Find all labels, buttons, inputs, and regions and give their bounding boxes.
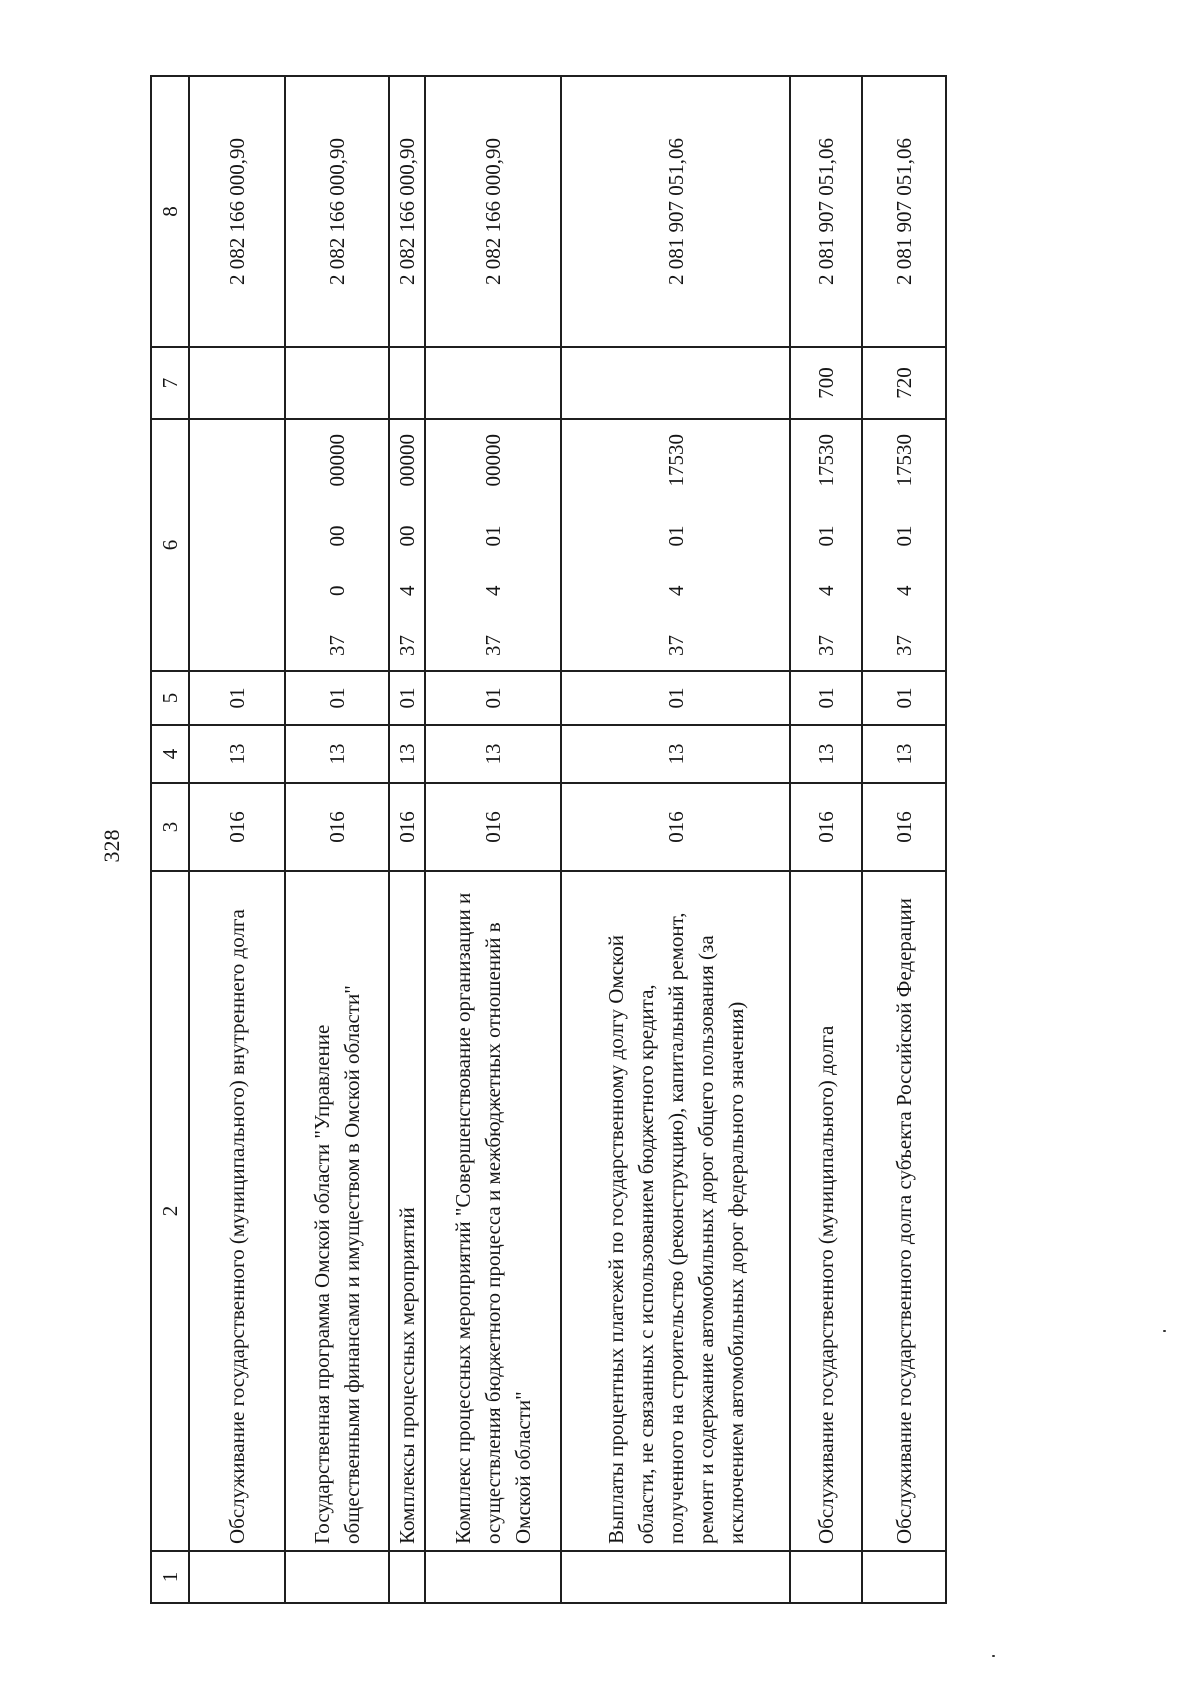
section-code-cell: 13	[285, 725, 389, 783]
subsection-code-cell: 01	[425, 671, 561, 725]
target-article-cell	[285, 419, 389, 671]
code-part: 01	[814, 525, 838, 547]
target-article-cell	[561, 419, 790, 671]
table-body	[151, 76, 946, 1603]
subsection-code-cell: 01	[389, 671, 425, 725]
expense-name-cell: Государственная программа Омской области "Управление общественными финансами и имуществом в Омской области"	[285, 871, 389, 1551]
ministry-code-cell: 016	[862, 783, 946, 871]
code-part: 00000	[481, 434, 505, 487]
row-number-cell	[189, 1551, 285, 1603]
subsection-code-cell: 01	[285, 671, 389, 725]
header-cell: 2	[151, 871, 189, 1551]
code-part: 4	[814, 585, 838, 596]
header-cell: 6	[151, 419, 189, 671]
code-part: 17530	[663, 434, 688, 487]
code-part: 37	[892, 635, 916, 656]
header-cell: 7	[151, 347, 189, 419]
scan-speck	[1163, 1330, 1166, 1332]
target-article-cell	[425, 419, 561, 671]
code-part: 4	[481, 585, 505, 596]
amount-cell: 2 082 166 000,90	[285, 76, 389, 347]
row-number-cell	[285, 1551, 389, 1603]
ministry-code-cell: 016	[389, 783, 425, 871]
target-article-cell	[862, 419, 946, 671]
code-part: 4	[395, 585, 419, 596]
subsection-code-cell: 01	[862, 671, 946, 725]
amount-cell: 2 082 166 000,90	[389, 76, 425, 347]
amount-cell: 2 081 907 051,06	[790, 76, 862, 347]
expense-type-cell	[561, 347, 790, 419]
table-header-row	[151, 76, 189, 1603]
header-cell: 4	[151, 725, 189, 783]
expense-type-cell	[189, 347, 285, 419]
code-part: 01	[892, 525, 916, 547]
code-part: 01	[663, 525, 688, 547]
code-part: 37	[395, 635, 419, 656]
amount-cell: 2 082 166 000,90	[425, 76, 561, 347]
expense-name-cell: Обслуживание государственного (муниципального) долга	[790, 871, 862, 1551]
ministry-code-cell: 016	[790, 783, 862, 871]
expense-type-cell	[425, 347, 561, 419]
section-code-cell: 13	[389, 725, 425, 783]
code-part: 0	[325, 585, 349, 596]
target-article-cell	[189, 419, 285, 671]
expense-name-cell: Комплексы процессных мероприятий	[389, 871, 425, 1551]
amount-cell: 2 081 907 051,06	[561, 76, 790, 347]
ministry-code-cell: 016	[285, 783, 389, 871]
code-part: 01	[481, 525, 505, 547]
code-part: 37	[663, 635, 688, 656]
table-row	[862, 76, 946, 1603]
section-code-cell: 13	[189, 725, 285, 783]
section-code-cell: 13	[862, 725, 946, 783]
code-part: 17530	[814, 434, 838, 487]
section-code-cell: 13	[561, 725, 790, 783]
row-number-cell	[425, 1551, 561, 1603]
row-number-cell	[389, 1551, 425, 1603]
amount-cell: 2 081 907 051,06	[862, 76, 946, 347]
section-code-cell: 13	[425, 725, 561, 783]
code-part: 37	[481, 635, 505, 656]
code-part: 00000	[325, 434, 349, 487]
ministry-code-cell: 016	[561, 783, 790, 871]
section-code-cell: 13	[790, 725, 862, 783]
rotated-table-container	[150, 77, 941, 1604]
target-article-cell	[389, 419, 425, 671]
target-article-cell	[790, 419, 862, 671]
code-part: 4	[892, 585, 916, 596]
subsection-code-cell: 01	[790, 671, 862, 725]
expense-type-cell	[389, 347, 425, 419]
expense-type-cell: 720	[862, 347, 946, 419]
header-cell: 1	[151, 1551, 189, 1603]
table-row	[790, 76, 862, 1603]
code-part: 37	[325, 635, 349, 656]
row-number-cell	[790, 1551, 862, 1603]
table-row	[561, 76, 790, 1603]
expense-type-cell	[285, 347, 389, 419]
ministry-code-cell: 016	[189, 783, 285, 871]
table-row	[389, 76, 425, 1603]
header-cell: 3	[151, 783, 189, 871]
expense-name-cell: Обслуживание государственного (муниципального) внутреннего долга	[189, 871, 285, 1551]
subsection-code-cell: 01	[561, 671, 790, 725]
amount-cell: 2 082 166 000,90	[189, 76, 285, 347]
expense-name-cell: Комплекс процессных мероприятий "Совершенствование организации и осуществления бюджетного процесса и межбюджетных отношений в Омской области"	[425, 871, 561, 1551]
ministry-code-cell: 016	[425, 783, 561, 871]
subsection-code-cell: 01	[189, 671, 285, 725]
page-number: 328	[99, 829, 124, 863]
code-part: 17530	[892, 434, 916, 487]
code-part: 00000	[395, 434, 419, 487]
code-part: 4	[663, 585, 688, 596]
code-part: 00	[325, 525, 349, 547]
code-part: 00	[395, 525, 419, 547]
header-cell: 5	[151, 671, 189, 725]
table-row	[189, 76, 285, 1603]
table-row	[425, 76, 561, 1603]
expense-name-cell: Выплаты процентных платежей по государственному долгу Омской области, не связанных с использованием бюджетного кредита, полученного на строительство (реконструкцию), капитальный ремонт, ремонт и содержание автомобильных дорог общего пользования (за исключением автомобильных дорог федерального значения)	[561, 871, 790, 1551]
scan-speck	[992, 1655, 995, 1657]
expense-type-cell: 700	[790, 347, 862, 419]
row-number-cell	[862, 1551, 946, 1603]
header-cell: 8	[151, 76, 189, 347]
table-row	[285, 76, 389, 1603]
expense-name-cell: Обслуживание государственного долга субъекта Российской Федерации	[862, 871, 946, 1551]
row-number-cell	[561, 1551, 790, 1603]
code-part: 37	[814, 635, 838, 656]
budget-table	[150, 75, 947, 1604]
